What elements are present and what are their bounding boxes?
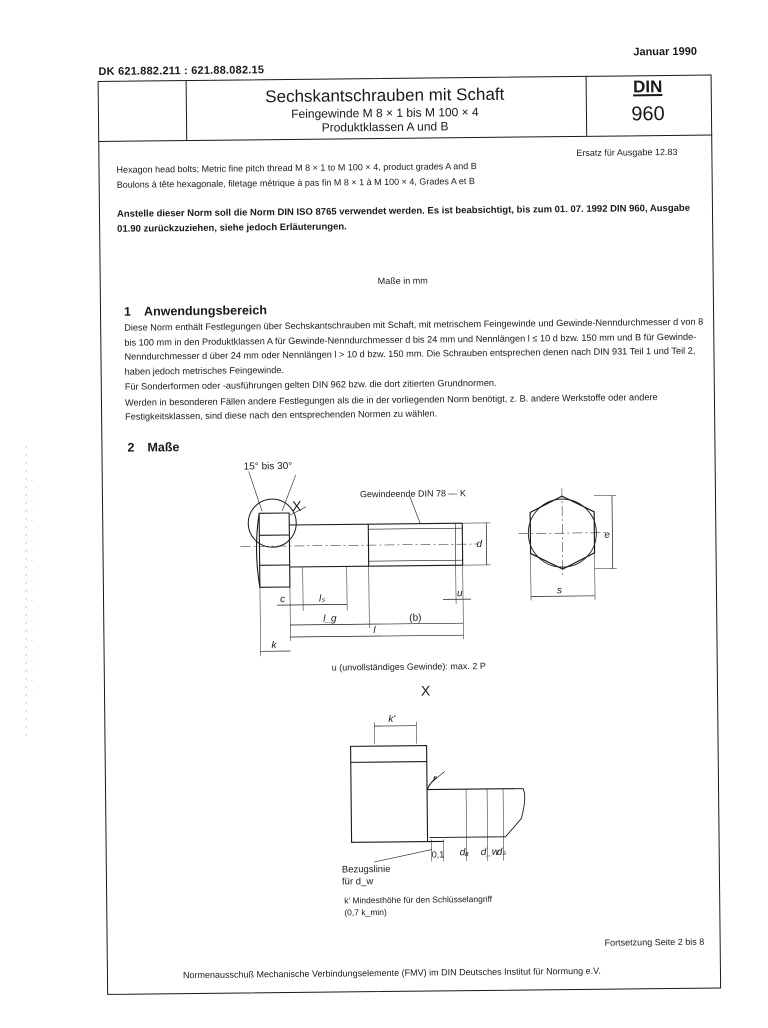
thread-note: u (unvollständiges Gewinde): max. 2 P xyxy=(332,661,486,673)
reference-line-label: Bezugslinie xyxy=(342,864,391,876)
document-subtitle-2: Produktklassen A und B xyxy=(186,118,584,136)
issue-date: Januar 1990 xyxy=(633,46,697,59)
dim-dw: d_w xyxy=(481,847,500,858)
dim-d: d xyxy=(476,539,482,550)
section-1-number: 1 xyxy=(124,305,144,319)
dim-b: (b) xyxy=(409,613,421,624)
section-1-paragraph: Für Sonderformen oder -ausführungen gelten DIN 962 bzw. die dort zitierten Grundnormen. xyxy=(125,374,713,395)
english-title: Hexagon head bolts; Metric fine pitch thread M 8 × 1 to M 100 × 4, product grades A and B xyxy=(116,159,476,178)
detail-x-marker: X xyxy=(292,498,302,514)
dim-r: r xyxy=(433,773,437,784)
din-number: 960 xyxy=(588,103,708,127)
section-2-title: Maße xyxy=(147,440,179,454)
detail-head-shape xyxy=(351,746,428,843)
binding-marks xyxy=(14,440,44,760)
dim-c: c xyxy=(280,594,285,605)
section-1-title: Anwendungsbereich xyxy=(144,303,267,318)
units-note: Maße in mm xyxy=(378,276,428,287)
section-1-paragraph: Diese Norm enthält Festlegungen über Sechskantschrauben mit Schaft, mit metrischem Feingewinde und Gewinde-Nenndurchmesser d von 8 bis 100 mm in den Produktklassen A für Gewinde-Nenndurchmesser d bis 24 mm und Nennlängen l ≤ 10 d bzw. 150 mm und B für Gewinde-Nenndurchmesser d über 24 mm oder Nennlängen l > 10 d bzw. 150 mm. Die Schrauben entsprechen denen nach DIN 931 Teil 1 und Teil 2, haben jedoch metrisches Feingewinde. xyxy=(124,315,713,379)
thread-end-label: Gewindeende DIN 78 — K xyxy=(360,488,466,499)
dim-01: 0,1 xyxy=(432,849,445,859)
document-subtitle: Feingewinde M 8 × 1 bis M 100 × 4 xyxy=(186,104,584,122)
din-logo: DIN xyxy=(588,77,708,98)
section-2-number: 2 xyxy=(127,440,147,454)
dim-da: dₐ xyxy=(460,847,470,858)
detail-x-title: X xyxy=(421,683,431,699)
dim-s: s xyxy=(557,585,562,596)
kprime-note-sub: (0,7 k_min) xyxy=(344,907,387,917)
committee-footer: Normenausschuß Mechanische Verbindungselemente (FMV) im DIN Deutsches Institut für Normung e.V. xyxy=(183,966,601,980)
angle-label: 15° bis 30° xyxy=(244,461,293,473)
dim-ds: dₛ xyxy=(497,847,507,858)
withdrawal-notice: Anstelle dieser Norm soll die Norm DIN ISO 8765 verwendet werden. Es ist beabsichtigt, bis zum 01. 07. 1992 DIN 960, Ausgabe 01.90 zurückzuziehen, siehe jedoch Erläuterungen. xyxy=(117,201,702,237)
section-1-paragraph: Werden in besonderen Fällen andere Festlegungen als die in der vorliegenden Norm benötigt, z. B. andere Werkstoffe oder andere Festigkeitsklassen, sind diese nach den entsprechenden Normen zu wählen. xyxy=(125,389,713,424)
dim-k: k xyxy=(271,640,277,651)
french-title: Boulons à tête hexagonale, filetage métrique à pas fin M 8 × 1 à M 100 × 4, Grades A et B xyxy=(117,174,477,193)
replaces-edition: Ersatz für Ausgabe 12.83 xyxy=(576,147,677,158)
dim-ls: lₛ xyxy=(319,594,325,605)
dim-e: e xyxy=(604,530,610,541)
kprime-note: k' Mindesthöhe für den Schlüsselangriff xyxy=(344,894,493,906)
dim-lg: l_g xyxy=(323,613,337,624)
dim-kprime: k' xyxy=(388,714,396,725)
reference-line-sub: für d_w xyxy=(342,876,373,887)
document-title: Sechskantschrauben mit Schaft xyxy=(186,84,584,108)
continuation-note: Fortsetzung Seite 2 bis 8 xyxy=(605,937,705,948)
dim-l: l xyxy=(373,625,376,636)
dk-classification: DK 621.882.211 : 621.88.082.15 xyxy=(98,64,264,78)
dim-u: u xyxy=(457,588,463,599)
